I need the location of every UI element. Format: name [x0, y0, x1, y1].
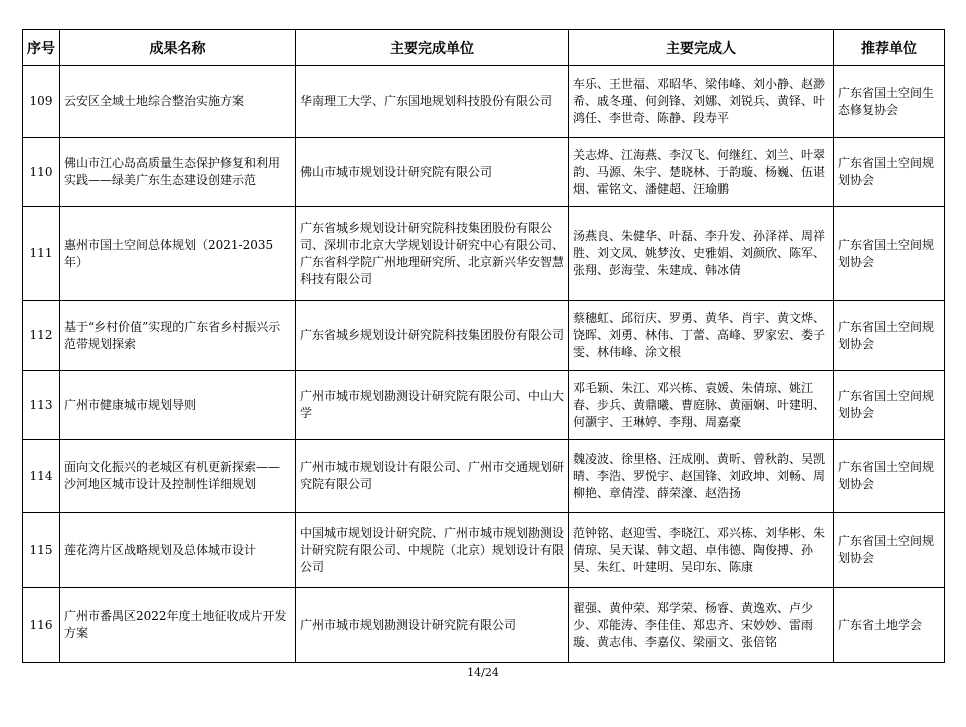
- table-row: [23, 440, 945, 513]
- recommending-unit: 广东省国土空间规划协会: [834, 440, 945, 513]
- header-recommender: 推荐单位: [834, 30, 945, 66]
- completing-people: 汤燕良、朱健华、叶磊、李升发、孙泽祥、周祥胜、刘文凤、姚梦汝、史雅娟、刘颜欣、陈军、张翔、彭海莹、朱建成、韩冰倩: [569, 207, 834, 301]
- table-row: [23, 138, 945, 207]
- achievement-name: 云安区全域土地综合整治实施方案: [60, 66, 296, 138]
- completing-units: 广东省城乡规划设计研究院科技集团股份有限公司、深圳市北京大学规划设计研究中心有限公司、广东省科学院广州地理研究所、北京新兴华安智慧科技有限公司: [296, 207, 569, 301]
- completing-units: 广州市城市规划勘测设计研究院有限公司: [296, 588, 569, 663]
- achievement-name: 惠州市国土空间总体规划（2021-2035年）: [60, 207, 296, 301]
- table-row: [23, 588, 945, 663]
- recommending-unit: 广东省国土空间规划协会: [834, 138, 945, 207]
- recommending-unit: 广东省国土空间规划协会: [834, 513, 945, 588]
- recommending-unit: 广东省土地学会: [834, 588, 945, 663]
- completing-people: 翟强、黄仲荣、郑学荣、杨睿、黄逸欢、卢少少、邓能涛、李佳佳、郑忠齐、宋妙妙、雷雨璇、黄志伟、李嘉仪、梁丽文、张倍铭: [569, 588, 834, 663]
- recommending-unit: 广东省国土空间规划协会: [834, 371, 945, 440]
- achievement-name: 面向文化振兴的老城区有机更新探索——沙河地区城市设计及控制性详细规划: [60, 440, 296, 513]
- page-number: 14/24: [467, 666, 499, 679]
- row-number: 116: [23, 588, 60, 663]
- table-row: [23, 513, 945, 588]
- header-no: 序号: [23, 30, 60, 66]
- results-table: [22, 29, 945, 663]
- achievement-name: 广州市番禺区2022年度土地征收成片开发方案: [60, 588, 296, 663]
- table-row: [23, 371, 945, 440]
- recommending-unit: 广东省国土空间生态修复协会: [834, 66, 945, 138]
- table-row: [23, 66, 945, 138]
- header-people: 主要完成人: [569, 30, 834, 66]
- completing-units: 广州市城市规划勘测设计研究院有限公司、中山大学: [296, 371, 569, 440]
- completing-people: 魏凌波、徐里格、汪成刚、黄昕、曾秋韵、吴凯晴、李浩、罗悦宇、赵国锋、刘政坤、刘畅、周柳艳、章倩滢、薛荣濠、赵浩扬: [569, 440, 834, 513]
- table-row: [23, 207, 945, 301]
- completing-people: 蔡穗虹、邱衍庆、罗勇、黄华、肖宇、黄文烨、饶晖、刘勇、林伟、丁蕾、高峰、罗家宏、娄子雯、林伟峰、涂文根: [569, 301, 834, 371]
- completing-units: 华南理工大学、广东国地规划科技股份有限公司: [296, 66, 569, 138]
- row-number: 115: [23, 513, 60, 588]
- header-units: 主要完成单位: [296, 30, 569, 66]
- table-row: [23, 301, 945, 371]
- achievement-name: 广州市健康城市规划导则: [60, 371, 296, 440]
- row-number: 109: [23, 66, 60, 138]
- recommending-unit: 广东省国土空间规划协会: [834, 207, 945, 301]
- achievement-name: 基于“乡村价值”实现的广东省乡村振兴示范带规划探索: [60, 301, 296, 371]
- achievement-name: 佛山市江心岛高质量生态保护修复和利用实践——绿美广东生态建设创建示范: [60, 138, 296, 207]
- row-number: 110: [23, 138, 60, 207]
- table-header-row: [23, 30, 945, 66]
- completing-people: 邓毛颖、朱江、邓兴栋、袁媛、朱倩琼、姚江春、步兵、黄鼎曦、曹庭脉、黄丽娴、叶建明、何灏宇、王琳婷、李翔、周嘉豪: [569, 371, 834, 440]
- completing-units: 广东省城乡规划设计研究院科技集团股份有限公司: [296, 301, 569, 371]
- header-name: 成果名称: [60, 30, 296, 66]
- achievement-name: 莲花湾片区战略规划及总体城市设计: [60, 513, 296, 588]
- completing-units: 广州市城市规划设计有限公司、广州市交通规划研究院有限公司: [296, 440, 569, 513]
- recommending-unit: 广东省国土空间规划协会: [834, 301, 945, 371]
- completing-units: 佛山市城市规划设计研究院有限公司: [296, 138, 569, 207]
- completing-people: 关志烨、江海燕、李汉飞、何继红、刘兰、叶翠韵、马源、朱宇、楚晓林、于韵璇、杨巍、伍谌烟、霍铭文、潘健超、汪瑜鹏: [569, 138, 834, 207]
- row-number: 113: [23, 371, 60, 440]
- row-number: 111: [23, 207, 60, 301]
- completing-units: 中国城市规划设计研究院、广州市城市规划勘测设计研究院有限公司、中规院（北京）规划设计有限公司: [296, 513, 569, 588]
- completing-people: 范钟铭、赵迎雪、李晓江、邓兴栋、刘华彬、朱倩琼、吴天谋、韩文超、卓伟德、陶俊搏、孙昊、朱红、叶建明、吴印东、陈康: [569, 513, 834, 588]
- completing-people: 车乐、王世福、邓昭华、梁伟峰、刘小静、赵渺希、戚冬瑾、何剑锋、刘娜、刘锐兵、黄铎、叶鸿任、李世奇、陈静、段寿平: [569, 66, 834, 138]
- row-number: 112: [23, 301, 60, 371]
- row-number: 114: [23, 440, 60, 513]
